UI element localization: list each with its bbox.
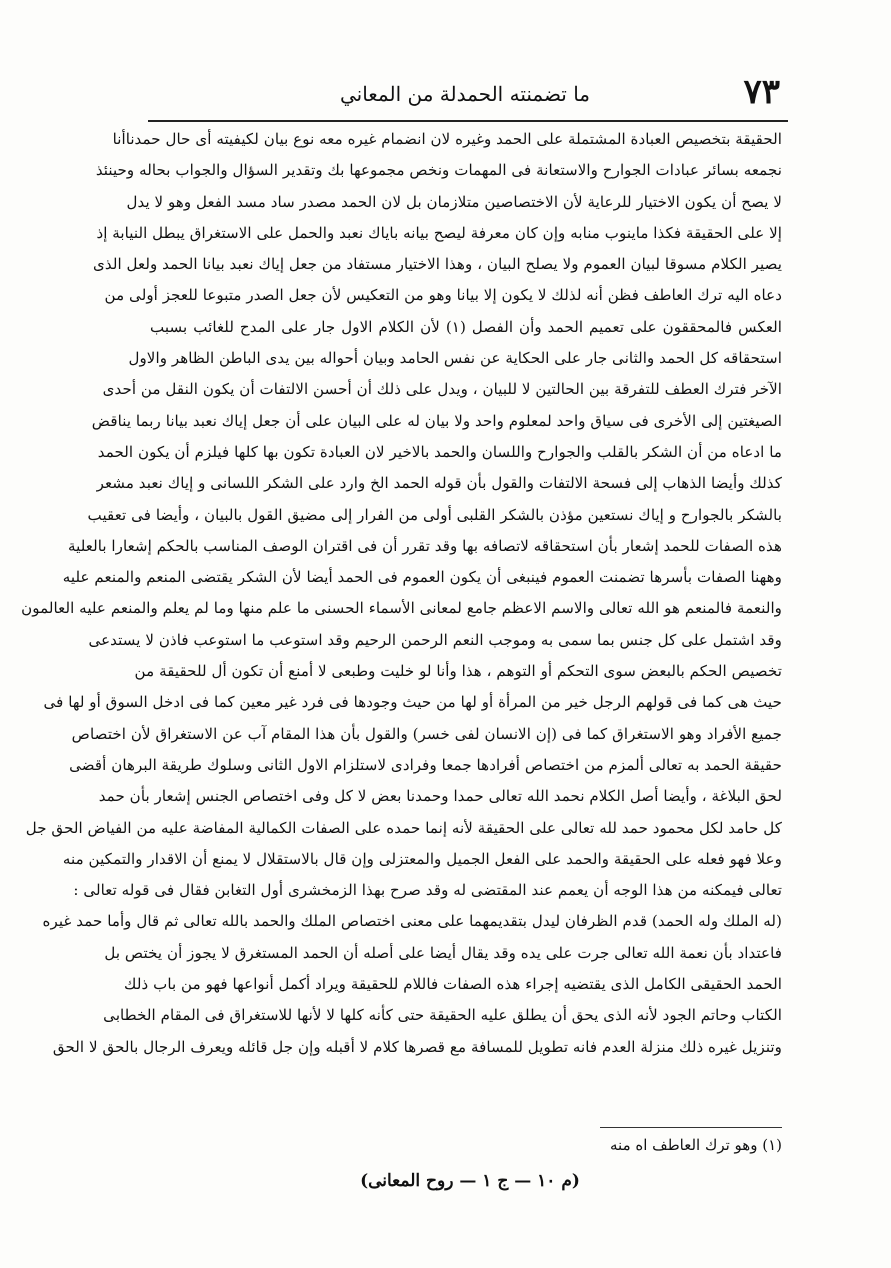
text-line: وههنا الصفات بأسرها تضمنت العموم فينبغى أن يكون العموم فى الحمد أيضا لأن الشكر يقتضى المنعم والمنعم عليه xyxy=(62,568,782,587)
running-title: ما تضمنته الحمدلة من المعاني xyxy=(339,82,591,106)
text-line: وتنزيل غيره ذلك منزلة العدم فانه تطويل للمسافة مع قصرها كلام لا أقبله وإن جل قائله ويعرف الرجال بالحق لا الحق xyxy=(52,1037,782,1056)
text-line: وعلا فهو فعله على الحقيقة والحمد على الفعل الجميل والمعتزلى وإن قال بالاستقلال لا يمنع أن الاقدار والتمكين منه xyxy=(62,849,782,868)
body-text xyxy=(21,124,782,1063)
text-line: حيث هى كما فى قولهم الرجل خير من المرأة أو لها من حيث وجودها فى فرد غير معين كما فى ادخل السوق أو لها فى xyxy=(43,693,782,712)
text-line: الآخر فترك العطف للتفرقة بين الحالتين لا للبيان ، ويدل على ذلك أن أحسن الالتفات أن يكون النقل من أحدى xyxy=(102,380,782,399)
text-line: الكتاب وحاتم الجود لأنه الذى يحق أن يطلق عليه الحقيقة حتى كأنه كلها لا لأنها للاستغراق فى المقام الخطابى xyxy=(103,1006,782,1025)
text-line: دعاه اليه ترك العاطف فظن أنه لذلك لا يكون إلا بيانا وهو من التعكيس لأن جعل الصدر متبوعا للعجز أولى من xyxy=(104,286,782,305)
text-line: العكس فالمحققون على تعميم الحمد وأن الفصل (١) لأن الكلام الاول جار على المدح للغائب بسبب xyxy=(150,317,782,336)
text-line: والنعمة فالمنعم هو الله تعالى والاسم الاعظم جامع لمعانى الأسماء الحسنى ما علم منها وما لم يعلم والمنعم عليه العالمون xyxy=(21,599,782,618)
text-line: الحمد الحقيقى الكامل الذى يقتضيه إجراء هذه الصفات فاللام للحقيقة ويراد أكمل أنواعها فهو من باب ذلك xyxy=(124,975,782,994)
page-number: ٧٣ xyxy=(743,72,780,112)
text-line: لا يصح أن يكون الاختيار للرعاية لأن الاختصاصين متلازمان بل لان الحمد مصدر ساد مسد الفعل وهو لا يدل xyxy=(126,192,782,211)
text-line: يصير الكلام مسوقا لبيان العموم ولا يصلح البيان ، وهذا الاختيار مستفاد من جعل إياك نعبد بيانا الحمد ولعل الذى xyxy=(93,255,782,274)
text-line: الحقيقة بتخصيص العبادة المشتملة على الحمد وغيره لان انضمام غيره معه نوع بيان لكيفيته أى حال حمدناأنا xyxy=(112,130,782,148)
text-line: نجمعه بسائر عبادات الجوارح والاستعانة فى المهمات ونخص مجموعها بك وتقدير السؤال والجواب بحاله وحينئذ xyxy=(95,161,782,180)
text-line: بالشكر بالجوارح و إياك نستعين مؤذن بالشكر القلبى أولى من الفرار إلى مضيق القول بالبيان ، وأيضا فى تعقيب xyxy=(87,505,782,524)
text-line: إلا على الحقيقة فكذا ماينوب منابه وإن كان معرفة ليصح بيانه باياك نعبد والحمل على الاستغراق يبطل النيابة إذ xyxy=(96,223,782,242)
text-line: (له الملك وله الحمد) قدم الظرفان ليدل بتقديمهما على معنى اختصاص الملك والحمد بالله تعالى ثم قال وأما حمد غيره xyxy=(42,912,782,931)
text-line: الصيغتين إلى الأخرى فى سياق واحد لمعلوم واحد ولا بيان له على البيان على أن جعل إياك نعبد بيانا ربما يناقض xyxy=(91,411,782,430)
printer-signature: (م ١٠ — ج ١ — روح المعانى) xyxy=(360,1171,580,1191)
text-line: جميع الأفراد وهو الاستغراق كما فى (إن الانسان لفى خسر) والقول بأن هذا المقام آب عن الاستغراق لأن اختصاص xyxy=(71,724,782,743)
header-rule xyxy=(148,120,788,122)
text-line: تعالى فيمكنه من هذا الوجه أن يعمم عند المقتضى له وقد صرح بهذا الزمخشرى أول التغابن فقال فى قوله تعالى : xyxy=(73,881,782,900)
footnote-rule xyxy=(600,1127,782,1128)
text-line: لحق البلاغة ، وأيضا أصل الكلام نحمد الله تعالى حمدا وحمدنا بعض لا كل وفى اختصاص الجنس إشعار بأن حمد xyxy=(98,787,782,806)
footnote: (١) وهو ترك العاطف اه منه xyxy=(610,1136,782,1154)
text-line: هذه الصفات للحمد إشعار بأن استحقاقه لاتصافه بها وقد تقرر أن فى اقتران الوصف المناسب بالحكم إشعارا بالعلية xyxy=(68,536,782,555)
page-header xyxy=(150,72,780,116)
text-line: ما ادعاه من أن الشكر بالقلب والجوارح واللسان والحمد بالاخير لان العبادة تكون بها كلها فيلزم أن يكون الحمد xyxy=(97,442,782,461)
text-line: تخصيص الحكم بالبعض سوى التحكم أو التوهم ، هذا وأنا لو خليت وطبعى لا أمنع أن تكون أل للحقيقة من xyxy=(134,662,782,681)
text-line: فاعتداد بأن نعمة الله تعالى جرت على يده وقد يقال أيضا على أصله أن الحمد المستغرق لا يجوز أن يختص بل xyxy=(104,943,782,962)
text-line: وقد اشتمل على كل جنس بما سمى به وموجب النعم الرحمن الرحيم وقد استوعب ما استوعب فاذن لا يستدعى xyxy=(88,630,782,649)
text-line: كل حامد لكل محمود حمد لله تعالى على الحقيقة لأنه إنما حمده على الصفات الكمالية المفاضة عليه من الفياض الحق جل xyxy=(25,818,782,837)
text-line: كذلك وأيضا الذهاب إلى فسحة الالتفات والقول بأن قوله الحمد الخ وارد على الشكر اللسانى و إياك نعبد مشعر xyxy=(96,474,782,493)
text-line: حقيقة الحمد به تعالى ألمزم من اختصاص أفرادها جمعا وفرادى لاستلزام الاول الثانى وسلوك طريقة البرهان أقضى xyxy=(69,755,782,774)
text-line: استحقاقه كل الحمد والثانى جار على الحكاية عن نفس الحامد وبيان أحواله بين يدى الباطن الظاهر والاول xyxy=(128,349,782,368)
